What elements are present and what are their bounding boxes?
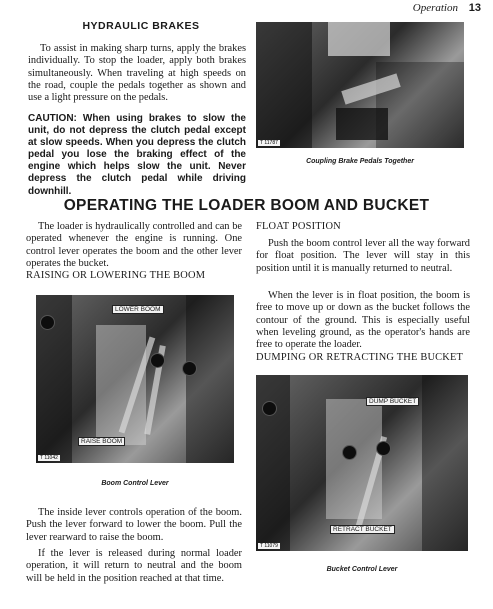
brake-pedals-photo — [256, 22, 464, 148]
section-name: Operation — [412, 2, 458, 14]
brake-photo-caption: Coupling Brake Pedals Together — [306, 158, 414, 165]
running-head — [413, 2, 481, 14]
bucket-photo-tag: T 11079 — [260, 543, 278, 549]
boom-para-2: If the lever is released during normal loader operation, it will return to neutral and the boom will be held in the position reached at that time. — [26, 548, 242, 584]
bucket-subhead: DUMPING OR RETRACTING THE BUCKET — [256, 352, 464, 363]
raise-boom-label: RAISE BOOM — [78, 437, 125, 446]
boom-photo-tag: T 11042 — [40, 455, 58, 461]
loader-intro: The loader is hydraulically controlled and can be operated whenever the engine is running. One control lever operates the boom and the other lever operates the bucket. — [26, 221, 242, 269]
page-number: 13 — [468, 2, 481, 14]
boom-subhead: RAISING OR LOWERING THE BOOM — [26, 270, 206, 281]
brakes-body: To assist in making sharp turns, apply the brakes individually. To stop the loader, apply both brakes simultaneously. When traveling at high speeds on the road, couple the pedals together as shown and use a light pressure on the pedals. — [28, 43, 246, 104]
brakes-caution: CAUTION: When using brakes to slow the unit, do not depress the clutch pedal except at slow speeds. When you depress the clutch pedal you lose the braking effect of the engine which helps slow the unit. Never depress the clutch pedal while driving downhill. — [28, 113, 246, 197]
float-para-1: Push the boom control lever all the way forward for float position. The lever will stay in this position until it is manually returned to neutral. — [256, 238, 470, 274]
retract-bucket-label: RETRACT BUCKET — [330, 525, 395, 534]
brakes-heading: HYDRAULIC BRAKES — [82, 20, 200, 32]
boom-photo-caption: Boom Control Lever — [101, 480, 169, 487]
boom-para-1: The inside lever controls operation of the boom. Push the lever forward to lower the boom. Pull the lever rearward to raise the boom. — [26, 507, 242, 543]
brake-photo-tag: T 11787 — [260, 140, 278, 146]
lower-boom-label: LOWER BOOM — [112, 305, 164, 314]
bucket-lever-photo — [256, 375, 468, 551]
bucket-photo-caption: Bucket Control Lever — [326, 566, 398, 573]
dump-bucket-label: DUMP BUCKET — [366, 397, 419, 406]
float-para-2: When the lever is in float position, the boom is free to move up or down as the bucket follows the contour of the ground. This is especially useful when leveling ground, as the operator's hands are free to operate the loader. — [256, 290, 470, 351]
boom-lever-photo — [36, 295, 234, 463]
section-title: OPERATING THE LOADER BOOM AND BUCKET — [63, 197, 430, 214]
float-subhead: FLOAT POSITION — [256, 221, 341, 232]
